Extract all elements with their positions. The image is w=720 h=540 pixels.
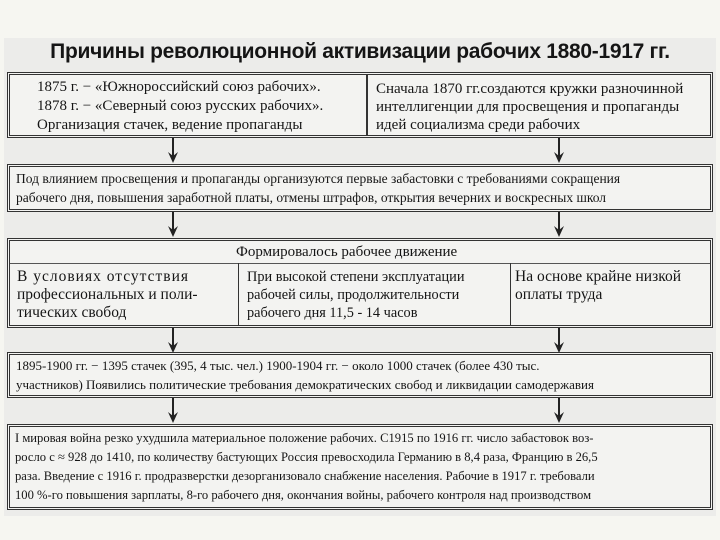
block5-line-1: I мировая война резко ухудшила материальное положение рабочих. С1915 по 1916 гг. число забастовок воз- [15, 431, 594, 445]
block-first-strikes [7, 164, 713, 212]
block2-line-2: рабочего дня, повышения заработной платы, отмены штрафов, открытия вечерних и воскресных школ [16, 190, 607, 205]
block3-divider-2 [510, 263, 511, 325]
block1-left-line-3: Организация стачек, ведение пропаганды [37, 117, 303, 133]
arrow-down-icon [167, 398, 179, 424]
diagram-title: Причины революционной активизации рабочих 1880-1917 гг. [50, 40, 670, 63]
block4-line-2: участников) Появились политические требования демократических свобод и ликвидации самодержавия [16, 377, 594, 392]
block5-line-3: раза. Введение с 1916 г. продразверстки дезорганизовало снабжение населения. Рабочие в 1917 г. требовали [15, 469, 595, 483]
block1-left-line-1: 1875 г. − «Южнороссийский союз рабочих». [37, 79, 321, 95]
arrow-down-icon [167, 328, 179, 354]
block3-col2-line-2: рабочей силы, продолжительности [247, 287, 460, 303]
block3-col1-line-2: профессиональных и поли- [17, 286, 198, 303]
arrow-down-icon [553, 398, 565, 424]
arrow-down-icon [553, 138, 565, 164]
block3-col2-line-3: рабочего дня 11,5 - 14 часов [247, 305, 418, 321]
block1-left-line-2: 1878 г. − «Северный союз русских рабочих». [37, 98, 324, 114]
block3-header: Формировалось рабочее движение [236, 244, 458, 260]
block1-divider [366, 75, 368, 135]
block1-right-line-2: интеллигенции для просвещения и пропаганды [376, 99, 680, 115]
block4-line-1: 1895-1900 гг. − 1395 стачек (395, 4 тыс. чел.) 1900-1904 гг. − около 1000 стачек (более 430 тыс. [16, 358, 540, 373]
block3-col1-line-1: В условиях отсутствия [17, 268, 189, 285]
block-early-organizations [7, 72, 713, 138]
block1-right-line-1: Сначала 1870 гг.создаются кружки разночинной [376, 81, 684, 97]
block3-col2-line-1: При высокой степени эксплуатации [247, 269, 465, 285]
arrow-down-icon [553, 328, 565, 354]
block3-divider-1 [238, 263, 239, 325]
block3-col3-line-2: оплаты труда [515, 286, 603, 303]
block5-line-2: росло с ≈ 928 до 1410, по количеству бастующих Россия превосходила Германию в 8,4 раза, Францию в 26,5 [15, 450, 598, 464]
block-strike-statistics [7, 352, 713, 398]
block-workers-movement [7, 238, 713, 328]
block1-right-line-3: идей социализма среди рабочих [376, 117, 581, 133]
arrow-down-icon [167, 212, 179, 238]
block-world-war-impact [7, 424, 713, 510]
block3-col3-line-1: На основе крайне низкой [515, 268, 681, 285]
arrow-down-icon [167, 138, 179, 164]
block3-header-underline [10, 263, 710, 264]
arrow-down-icon [553, 212, 565, 238]
block2-line-1: Под влиянием просвещения и пропаганды организуются первые забастовки с требованиями сокращения [16, 171, 621, 186]
block5-line-4: 100 %-го повышения зарплаты, 8-го рабочего дня, окончания войны, рабочего контроля над производством [15, 488, 592, 502]
block3-col1-line-3: тических свобод [17, 304, 127, 321]
